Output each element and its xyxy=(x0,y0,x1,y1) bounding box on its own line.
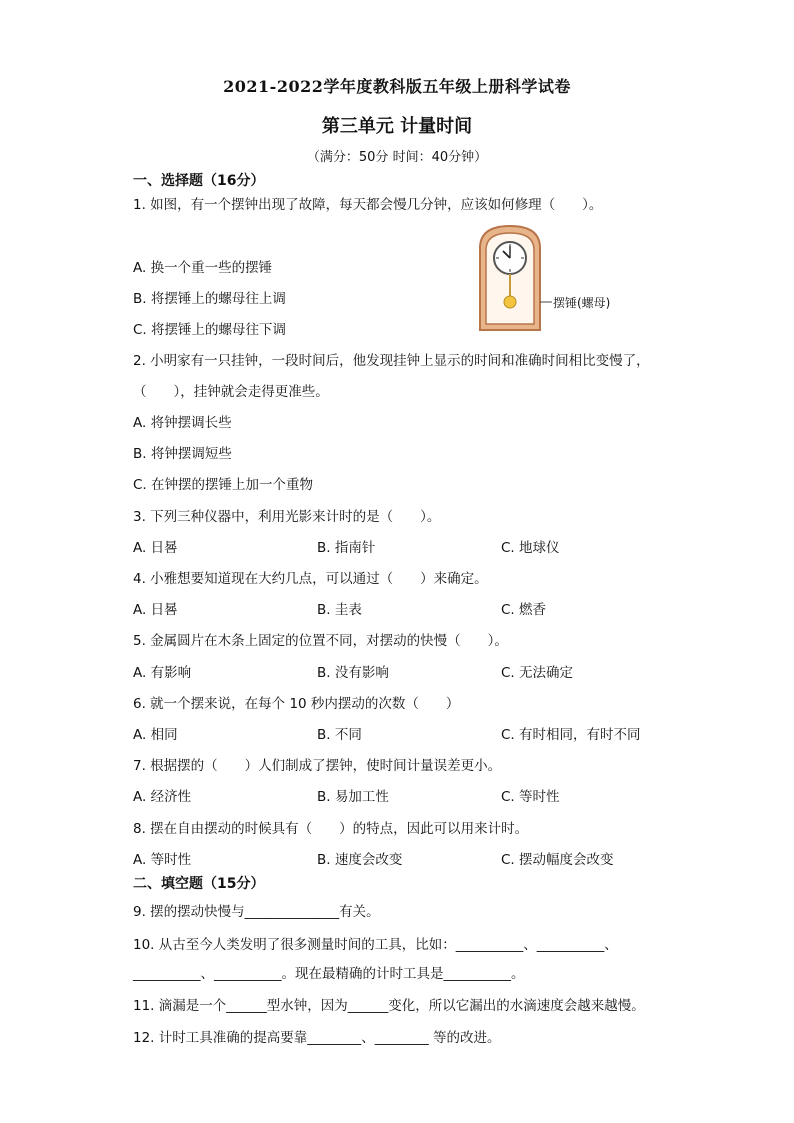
q6-option-c[interactable]: C. 有时相同，有时不同 xyxy=(501,727,641,743)
exam-title: 2021-2022学年度教科版五年级上册科学试卷 xyxy=(223,77,571,96)
fill-question-9[interactable]: 9. 摆的摆动快慢与______________有关。 xyxy=(133,904,380,920)
fill-question-10[interactable]: 10. 从古至今人类发明了很多测量时间的工具，比如：__________、__________、 xyxy=(133,937,618,953)
q4-option-c[interactable]: C. 燃香 xyxy=(501,602,547,618)
q8-option-b[interactable]: B. 速度会改变 xyxy=(317,852,403,868)
q4-option-b[interactable]: B. 圭表 xyxy=(317,602,362,618)
fill-question-12[interactable]: 12. 计时工具准确的提高要靠________、________ 等的改进。 xyxy=(133,1030,501,1046)
pendulum-clock-figure xyxy=(476,224,544,332)
q2-option-b[interactable]: B. 将钟摆调短些 xyxy=(133,446,232,462)
question-3: 3. 下列三种仪器中，利用光影来计时的是（ ）。 xyxy=(133,509,441,525)
q4-option-a[interactable]: A. 日晷 xyxy=(133,602,178,618)
q7-option-c[interactable]: C. 等时性 xyxy=(501,789,560,805)
q7-option-a[interactable]: A. 经济性 xyxy=(133,789,192,805)
section-heading-fill: 二、填空题（15分） xyxy=(133,876,265,892)
question-7: 7. 根据摆的（ ）人们制成了摆钟，使时间计量误差更小。 xyxy=(133,758,502,774)
q5-option-a[interactable]: A. 有影响 xyxy=(133,665,192,681)
figure-label: 摆锤(螺母) xyxy=(553,296,611,310)
q3-option-a[interactable]: A. 日晷 xyxy=(133,540,178,556)
question-2: 2. 小明家有一只挂钟，一段时间后，他发现挂钟上显示的时间和准确时间相比变慢了， xyxy=(133,353,650,369)
fill-question-11[interactable]: 11. 滴漏是一个______型水钟，因为______变化，所以它漏出的水滴速度会越来越慢。 xyxy=(133,998,645,1014)
exam-meta: （满分：50分 时间：40分钟） xyxy=(306,150,488,165)
pointer-line xyxy=(540,297,552,307)
section-heading-choice: 一、选择题（16分） xyxy=(133,173,265,189)
q6-option-b[interactable]: B. 不同 xyxy=(317,727,362,743)
question-5: 5. 金属圆片在木条上固定的位置不同，对摆动的快慢（ ）。 xyxy=(133,633,508,649)
question-2-cont: （ ），挂钟就会走得更准些。 xyxy=(133,384,329,400)
q2-option-c[interactable]: C. 在钟摆的摆锤上加一个重物 xyxy=(133,477,314,493)
q2-option-a[interactable]: A. 将钟摆调长些 xyxy=(133,415,232,431)
unit-title: 第三单元 计量时间 xyxy=(321,116,473,137)
q1-option-b[interactable]: B. 将摆锤上的螺母往上调 xyxy=(133,291,286,307)
q3-option-b[interactable]: B. 指南针 xyxy=(317,540,376,556)
q5-option-c[interactable]: C. 无法确定 xyxy=(501,665,574,681)
question-6: 6. 就一个摆来说，在每个 10 秒内摆动的次数（ ） xyxy=(133,696,460,712)
q7-option-b[interactable]: B. 易加工性 xyxy=(317,789,389,805)
fill-question-10-cont[interactable]: __________、__________。现在最精确的计时工具是__________。 xyxy=(133,966,525,982)
q3-option-c[interactable]: C. 地球仪 xyxy=(501,540,560,556)
q1-option-c[interactable]: C. 将摆锤上的螺母往下调 xyxy=(133,322,287,338)
q6-option-a[interactable]: A. 相同 xyxy=(133,727,178,743)
q8-option-c[interactable]: C. 摆动幅度会改变 xyxy=(501,852,614,868)
question-4: 4. 小雅想要知道现在大约几点，可以通过（ ）来确定。 xyxy=(133,571,488,587)
question-8: 8. 摆在自由摆动的时候具有（ ）的特点，因此可以用来计时。 xyxy=(133,821,529,837)
q1-option-a[interactable]: A. 换一个重一些的摆锤 xyxy=(133,260,273,276)
pendulum-clock-icon xyxy=(476,224,544,332)
q5-option-b[interactable]: B. 没有影响 xyxy=(317,665,389,681)
question-1: 1. 如图，有一个摆钟出现了故障，每天都会慢几分钟，应该如何修理（ ）。 xyxy=(133,197,603,213)
q8-option-a[interactable]: A. 等时性 xyxy=(133,852,192,868)
